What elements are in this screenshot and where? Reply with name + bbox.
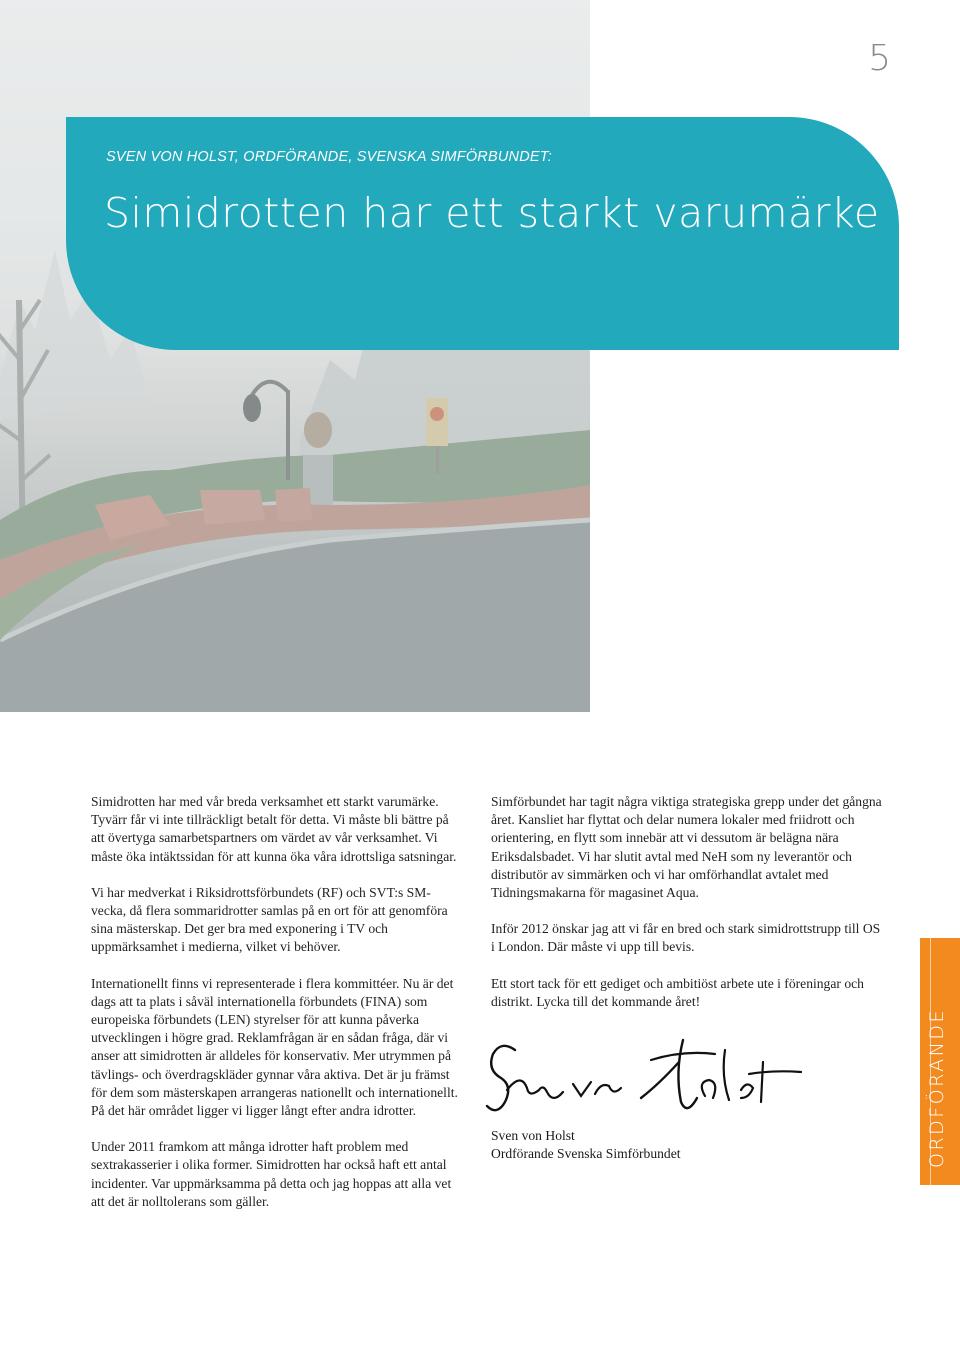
paragraph: Internationellt finns vi representerade i flera kommittéer. Nu är det dags att ta plats i såväl internationella förbundets (FINA) som europeiska förbundets (LEN) styrelser för att kunna påverka utvecklingen i högre grad. Reklamfrågan är en sådan fråga, där vi anser att simidrotten är alldeles för konservativ. Mer utrymmen på tävlings- och överdragskläder gynnar våra aktiva. Det är ju främst för dem som mästerskapen arrangeras nationellt och internationellt. På det här området ligger vi ligger långt efter andra idrotter. (91, 975, 458, 1119)
right-column (491, 793, 886, 1029)
kicker: SVEN VON HOLST, ORDFÖRANDE, SVENSKA SIMFÖRBUNDET: (106, 149, 552, 165)
photo-illustration (0, 0, 590, 712)
paragraph: Simidrotten har med vår breda verksamhet ett starkt varumärke. Tyvärr får vi inte tillräckligt betalt för detta. Vi måste bli bättre på att övertyga samarbetspartners om värdet av vår verksamhet. Vi måste öka intäktssidan för att kunna öka våra idrottsliga satsningar. (91, 794, 457, 864)
signer-name: Sven von Holst (491, 1128, 575, 1143)
page-number: 5 (868, 38, 892, 79)
signer-title: Ordförande Svenska Simförbundet (491, 1146, 681, 1162)
signer-block (491, 1127, 681, 1163)
paragraph: Vi har medverkat i Riksidrottsförbundets (RF) och SVT:s SM-vecka, då flera sommaridrotter samlas på en ort för att genomföra sina mästerskap. Det ger bra med exponering i TV och uppmärksamhet i medierna, vilket vi behöver. (91, 884, 448, 955)
foggy-road-photo (0, 0, 590, 712)
paragraph: Inför 2012 önskar jag att vi får en bred och stark simidrottstrupp till OS i London. Där måste vi upp till bevis. (491, 921, 881, 955)
page-title: Simidrotten har ett starkt varumärke (104, 189, 880, 237)
paragraph: Ett stort tack för ett gediget och ambitiöst arbete ute i föreningar och distrikt. Lycka till det kommande året! (491, 975, 864, 1009)
left-column (91, 793, 463, 1229)
paragraph: Under 2011 framkom att många idrotter haft problem med sextrakasserier i olika former. Simidrotten har också haft ett antal incidenter. Var uppmärksamma på detta och jag hoppas att alla vet att det är nolltolerans som gäller. (91, 1139, 452, 1209)
section-tab-label: ORDFÖRANDE (926, 1008, 948, 1168)
handwritten-signature (483, 1032, 803, 1124)
paragraph: Simförbundet har tagit några viktiga strategiska grepp under det gångna året. Kansliet har flyttat och delar numera lokaler med friidrott och orientering, en flytt som innebär att vi dessutom är belägna nära Eriksdalsbadet. Vi har slutit avtal med NeH som ny leverantör och distributör av simmärken och vi har omförhandlat avtalet med Tidningsmakarna för magasinet Aqua. (491, 794, 882, 901)
